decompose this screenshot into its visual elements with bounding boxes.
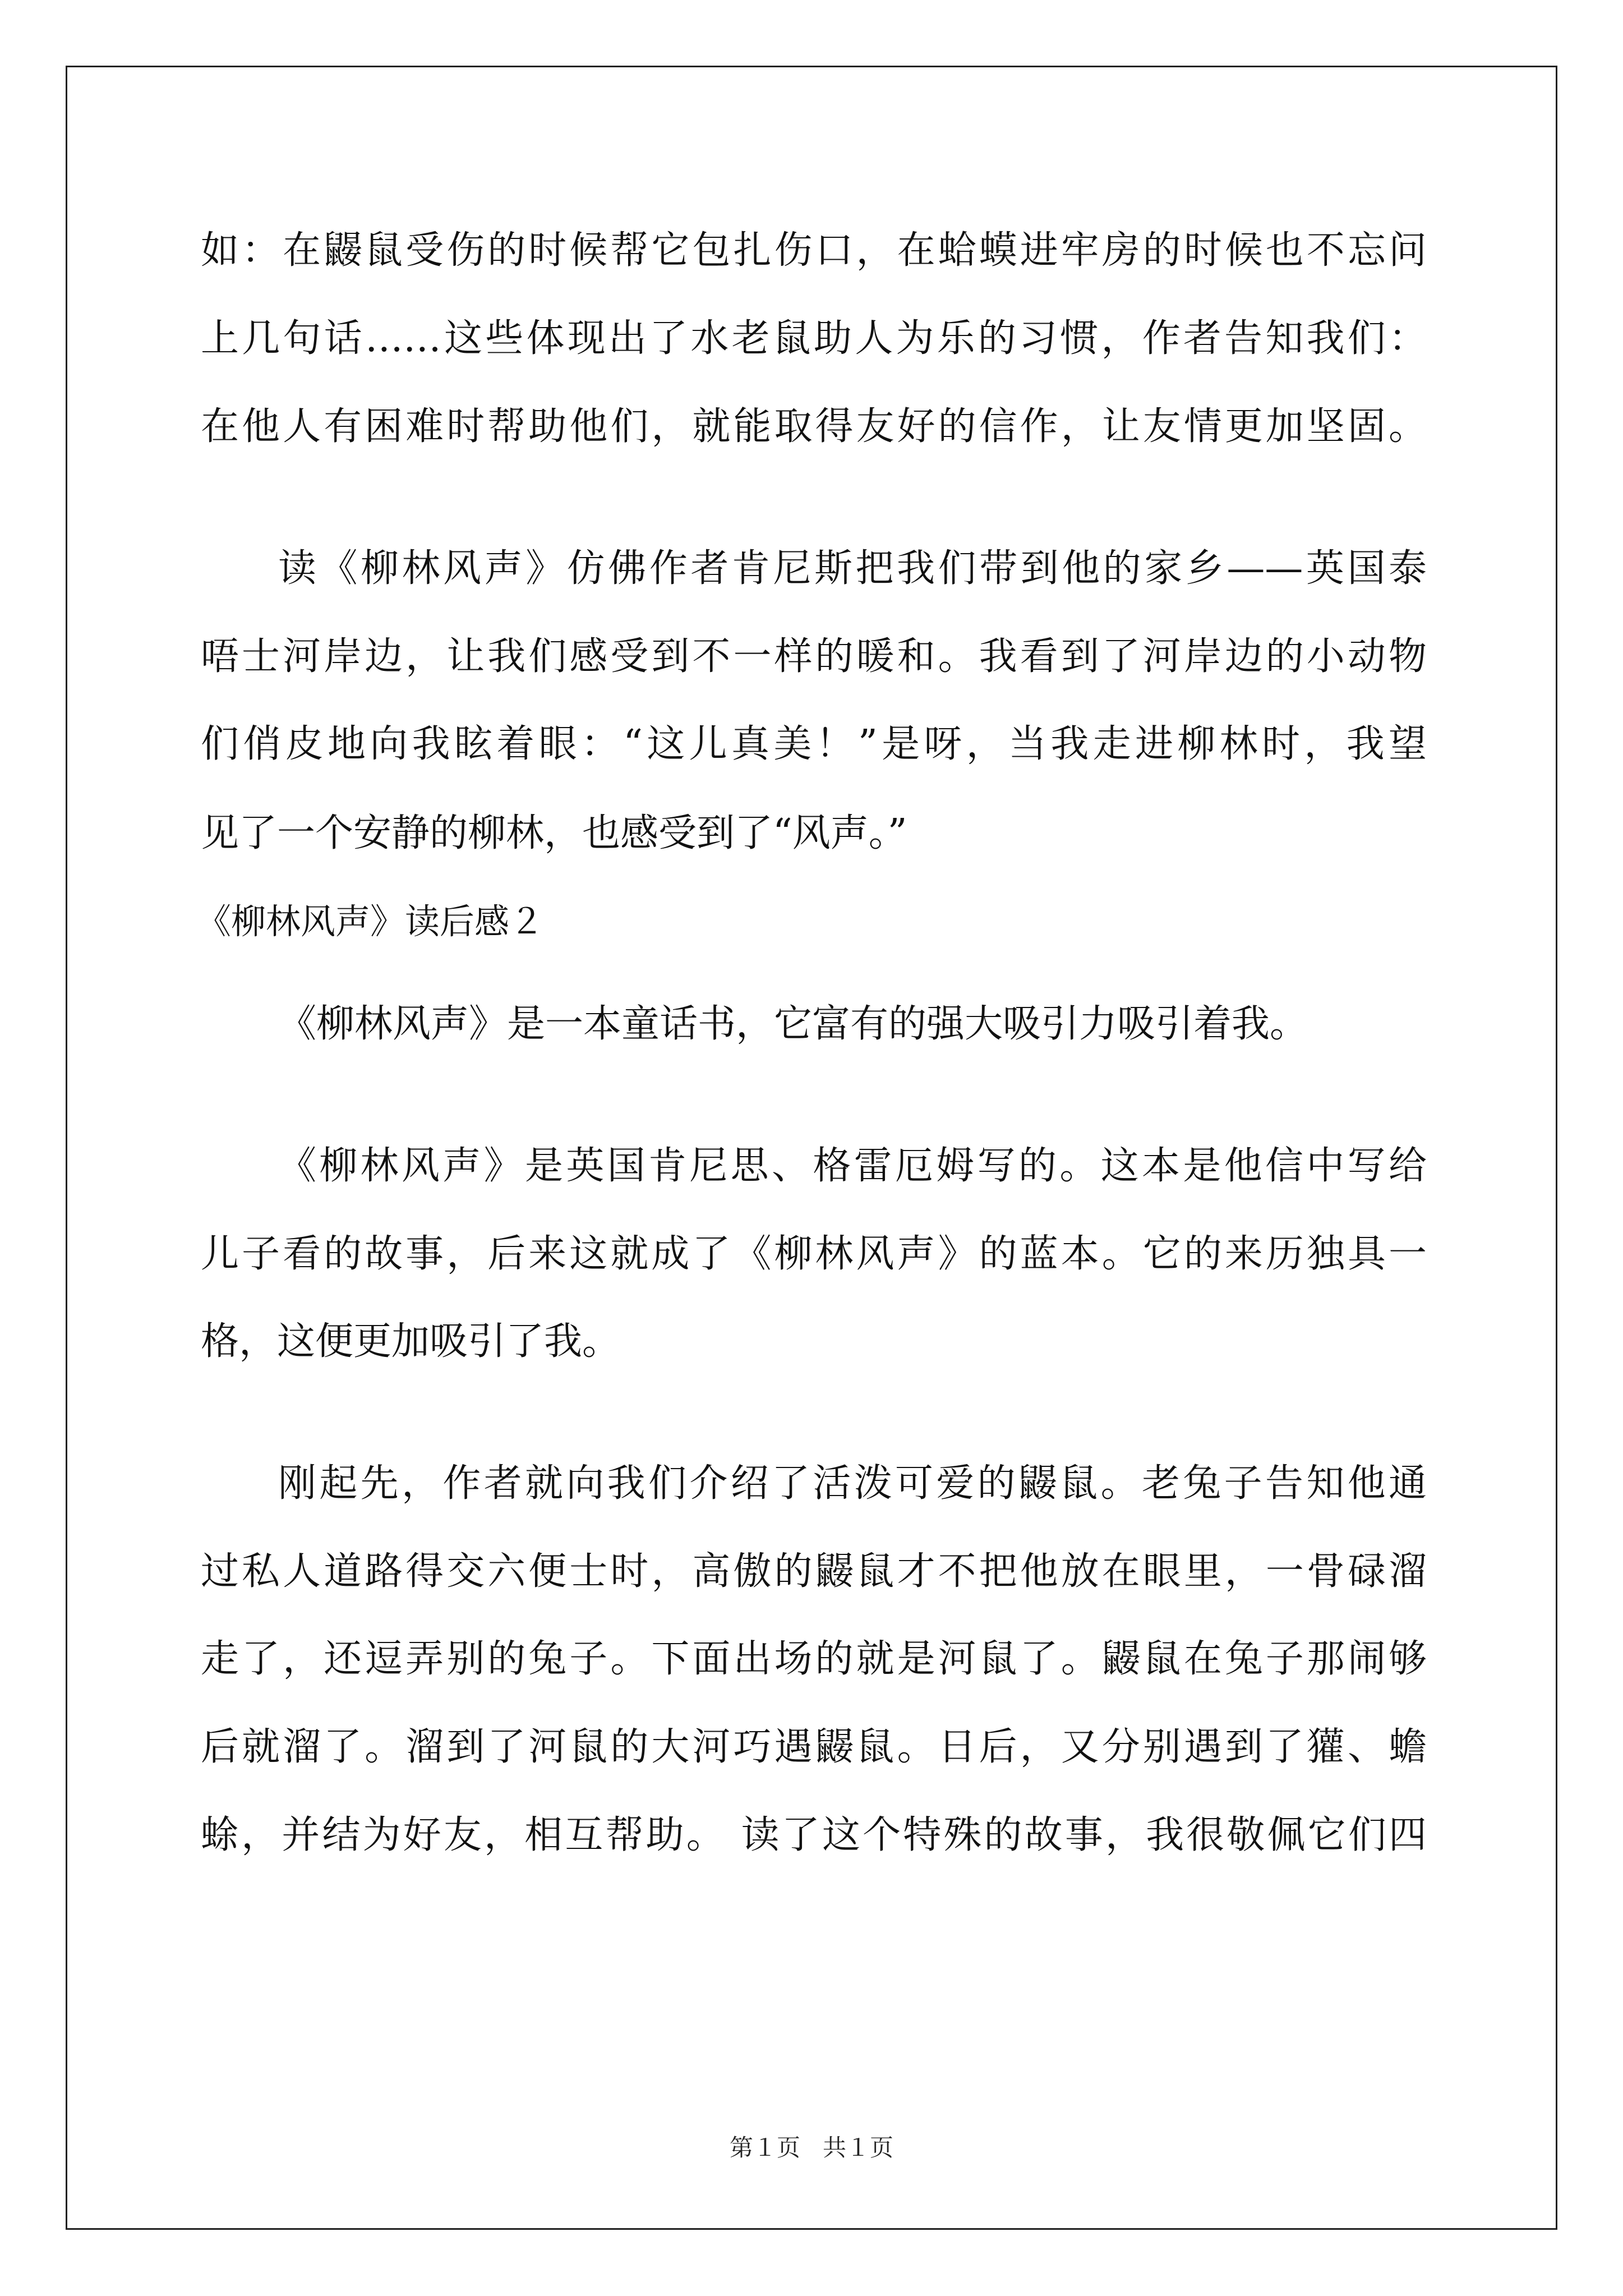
text-line: 上几句话……这些体现出了水老鼠助人为乐的习惯，作者告知我们： (201, 316, 1427, 361)
paragraph-first-line: 刚起先，作者就向我们介绍了活泼可爱的鼹鼠。老兔子告知他通 (278, 1461, 1427, 1506)
section-heading: 《柳林风声》读后感２ (196, 901, 545, 942)
paragraph-first-line: 《柳林风声》是一本童话书，它富有的强大吸引力吸引着我。 (278, 1002, 1308, 1046)
text-line: 后就溜了。溜到了河鼠的大河巧遇鼹鼠。日后，又分别遇到了獾、蟾 (201, 1725, 1427, 1769)
text-line: 儿子看的故事，后来这就成了《柳林风声》的蓝本。它的来历独具一 (201, 1232, 1427, 1276)
text-line: 们俏皮地向我眩着眼：“这儿真美！”是呀，当我走进柳林时，我望 (201, 722, 1427, 766)
text-line: 见了一个安静的柳林，也感受到了“风声。” (201, 811, 907, 855)
text-line: 格，这便更加吸引了我。 (201, 1319, 621, 1364)
text-line: 唔士河岸边，让我们感受到不一样的暖和。我看到了河岸边的小动物 (201, 634, 1427, 679)
text-line: 走了，还逗弄别的兔子。下面出场的就是河鼠了。鼹鼠在兔子那闹够 (201, 1637, 1427, 1681)
text-line: 蜍，并结为好友，相互帮助。 读了这个特殊的故事，我很敬佩它们四 (201, 1813, 1427, 1857)
text-line: 过私人道路得交六便士时，高傲的鼹鼠才不把他放在眼里，一骨碌溜 (201, 1549, 1427, 1594)
page-number-footer: 第１页 共１页 (729, 2134, 894, 2161)
text-line: 如：在鼹鼠受伤的时候帮它包扎伤口，在蛤蟆进牢房的时候也不忘问 (201, 228, 1427, 273)
paragraph-first-line: 《柳林风声》是英国肯尼思、格雷厄姆写的。这本是他信中写给 (278, 1144, 1427, 1188)
text-line: 在他人有困难时帮助他们，就能取得友好的信作，让友情更加坚固。 (201, 404, 1427, 449)
paragraph-first-line: 读《柳林风声》仿佛作者肯尼斯把我们带到他的家乡——英国泰 (278, 546, 1427, 591)
